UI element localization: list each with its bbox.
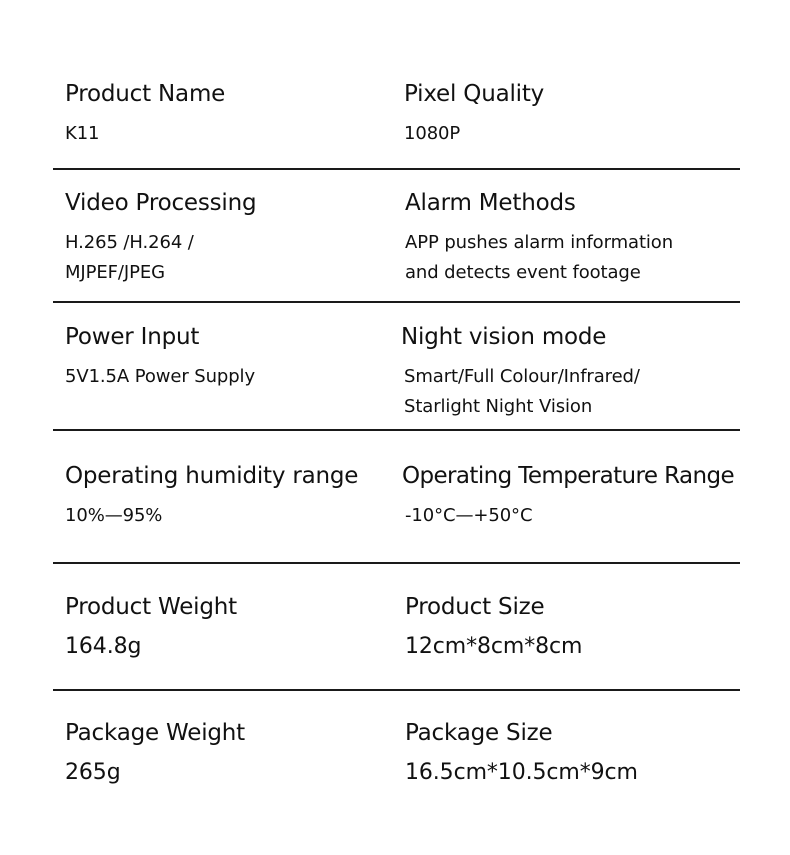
spec-label: Package Weight bbox=[65, 720, 245, 746]
spec-label: Operating humidity range bbox=[65, 463, 359, 489]
spec-cell-product-weight bbox=[65, 592, 237, 662]
spec-cell-pixel-quality bbox=[404, 79, 544, 149]
spec-label: Product Size bbox=[405, 594, 545, 620]
spec-label: Product Weight bbox=[65, 594, 237, 620]
spec-cell-product-name bbox=[65, 79, 225, 149]
spec-label: Alarm Methods bbox=[405, 190, 576, 216]
spec-value: -10°C—+50°C bbox=[405, 505, 533, 526]
spec-cell-product-size bbox=[405, 592, 582, 662]
spec-cell-temperature-range bbox=[402, 461, 734, 531]
spec-cell-video-processing bbox=[65, 188, 256, 288]
spec-value: 16.5cm*10.5cm*9cm bbox=[405, 760, 638, 785]
row-divider bbox=[53, 689, 740, 691]
spec-value: 1080P bbox=[404, 123, 461, 144]
spec-value: 5V1.5A Power Supply bbox=[65, 366, 256, 387]
spec-value: 265g bbox=[65, 760, 121, 785]
row-divider bbox=[53, 168, 740, 170]
spec-cell-alarm-methods bbox=[405, 188, 673, 288]
spec-value: 12cm*8cm*8cm bbox=[405, 634, 583, 659]
spec-value: 10%—95% bbox=[65, 505, 163, 526]
spec-value: K11 bbox=[65, 123, 100, 144]
spec-value: Smart/Full Colour/Infrared/ Starlight Night Vision bbox=[404, 366, 640, 417]
spec-label: Video Processing bbox=[65, 190, 257, 216]
spec-cell-humidity-range bbox=[65, 461, 358, 531]
row-divider bbox=[53, 562, 740, 564]
spec-cell-package-size bbox=[405, 718, 638, 788]
spec-value: 164.8g bbox=[65, 634, 142, 659]
spec-label: Power Input bbox=[65, 324, 200, 350]
spec-label: Package Size bbox=[405, 720, 553, 746]
spec-cell-package-weight bbox=[65, 718, 245, 788]
spec-label: Product Name bbox=[65, 81, 226, 107]
spec-cell-power-input bbox=[65, 322, 255, 392]
spec-label: Night vision mode bbox=[401, 324, 607, 350]
spec-cell-night-vision-mode bbox=[401, 322, 640, 422]
spec-value: H.265 /H.264 / MJPEF/JPEG bbox=[65, 232, 194, 283]
row-divider bbox=[53, 429, 740, 431]
row-divider bbox=[53, 301, 740, 303]
spec-value: APP pushes alarm information and detects event footage bbox=[405, 232, 674, 283]
spec-label: Pixel Quality bbox=[404, 81, 545, 107]
spec-label: Operating Temperature Range bbox=[402, 463, 735, 489]
